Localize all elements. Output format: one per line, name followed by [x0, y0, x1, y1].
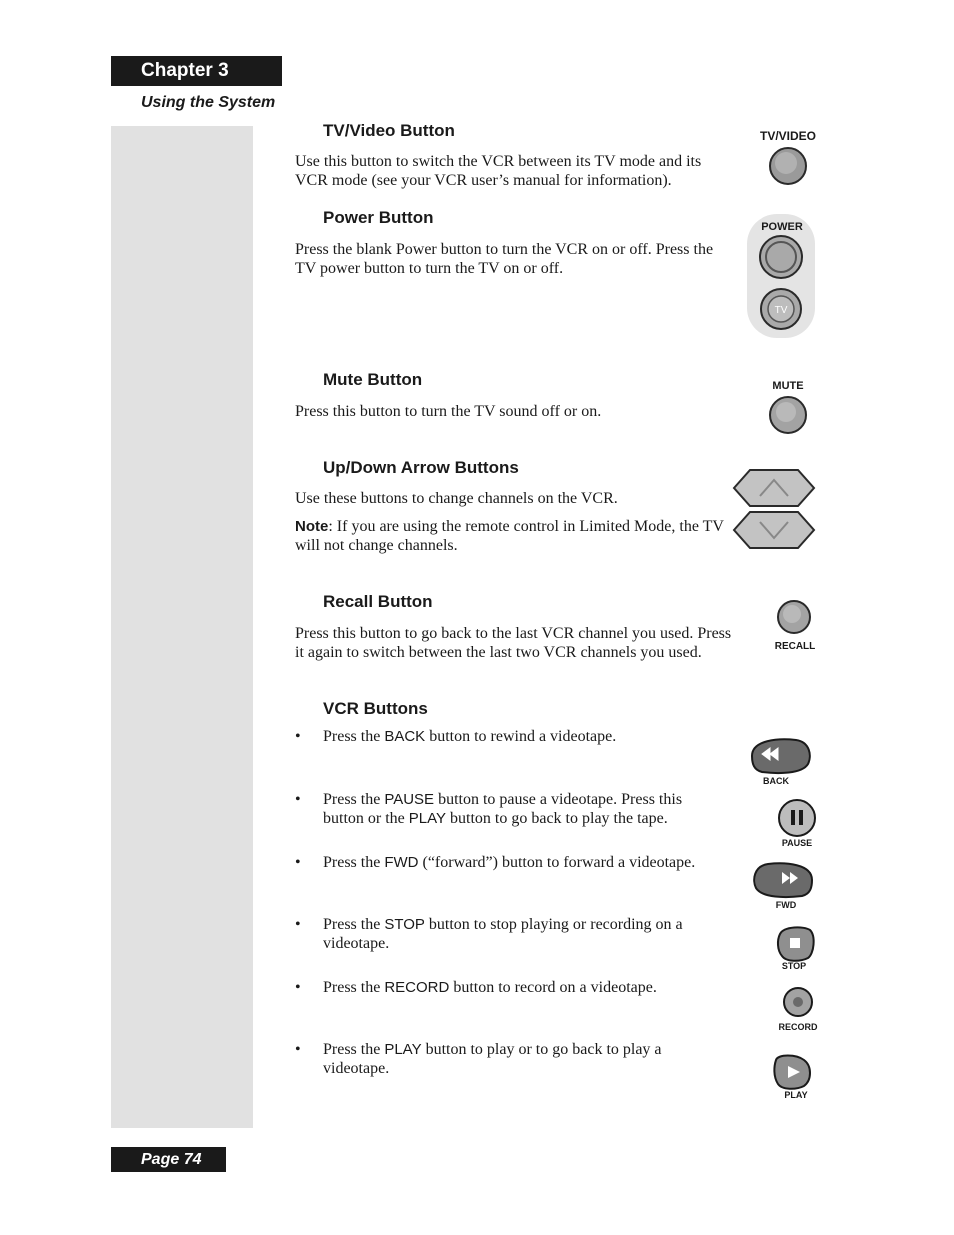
back-button-icon	[748, 734, 814, 788]
heading-power: Power Button	[323, 208, 434, 227]
button-name: FWD	[384, 854, 419, 871]
record-button-icon	[778, 986, 818, 1034]
vcr-bullet-stop	[295, 915, 735, 953]
recall-button-icon	[768, 598, 822, 654]
back-icon-label: BACK	[763, 776, 789, 786]
fwd-icon-label: FWD	[775, 900, 797, 910]
button-name: PLAY	[384, 1041, 422, 1058]
bullet-text: Press the	[323, 854, 385, 871]
play-icon-label: PLAY	[784, 1090, 808, 1100]
bullet-text: button to go back to play the tape.	[446, 810, 668, 827]
bullet-text: button to pause a videotape. Press this button or the	[323, 791, 683, 827]
bullet-text: Press the	[323, 1041, 385, 1058]
stop-button-icon	[774, 924, 818, 972]
heading-recall: Recall Button	[323, 592, 433, 611]
up-down-arrow-icon	[730, 466, 818, 554]
button-name: RECORD	[384, 979, 450, 996]
pause-icon-label: PAUSE	[781, 838, 813, 848]
bullet-text: button to record on a videotape.	[449, 979, 657, 996]
tv-video-description: Use this button to switch the VCR between its TV mode and its VCR mode (see your VCR user’s manual for information).	[295, 153, 702, 189]
vcr-bullet-back	[295, 727, 735, 746]
power-button-icon	[745, 212, 817, 340]
record-icon-label: RECORD	[778, 1022, 818, 1032]
bullet-text: Press the	[323, 916, 385, 933]
mute-description: Press this button to turn the TV sound off or on.	[295, 403, 602, 420]
note-text: : If you are using the remote control in Limited Mode, the TV will not change channels.	[295, 518, 724, 554]
button-name: BACK	[384, 728, 426, 745]
stop-icon-label: STOP	[781, 961, 807, 971]
power-icon-label: POWER	[761, 221, 803, 233]
heading-mute: Mute Button	[323, 370, 423, 389]
recall-description: Press this button to go back to the last VCR channel you used. Press it again to switch between the last two VCR channels you used.	[295, 625, 732, 661]
note-label: Note	[295, 518, 329, 535]
section-subtitle: Using the System	[141, 94, 276, 111]
page-number: Page 74	[111, 1147, 226, 1172]
bullet-text: Press the	[323, 728, 385, 745]
heading-up-down: Up/Down Arrow Buttons	[323, 458, 519, 477]
tv-video-button-icon	[755, 126, 821, 190]
bullet-marker: •	[295, 979, 301, 996]
button-name: PAUSE	[384, 791, 435, 808]
vcr-bullet-record	[295, 978, 735, 997]
heading-vcr: VCR Buttons	[323, 699, 428, 718]
mute-icon-label: MUTE	[772, 380, 804, 392]
bullet-text: Press the	[323, 979, 385, 996]
recall-icon-label: RECALL	[774, 641, 816, 652]
bullet-marker: •	[295, 916, 301, 933]
button-name: STOP	[384, 916, 425, 933]
vcr-bullet-pause	[295, 790, 735, 828]
vcr-bullet-play	[295, 1040, 735, 1078]
bullet-marker: •	[295, 728, 301, 745]
bullet-text: button to rewind a videotape.	[425, 728, 617, 745]
bullet-marker: •	[295, 1041, 301, 1058]
up-down-note	[295, 517, 735, 555]
bullet-text: Press the	[323, 791, 385, 808]
mute-button-icon	[758, 377, 818, 437]
tv-power-label: TV	[774, 305, 788, 316]
tv-video-icon-label: TV/VIDEO	[759, 129, 817, 143]
bullet-marker: •	[295, 791, 301, 808]
up-down-description: Use these buttons to change channels on the VCR.	[295, 490, 618, 507]
bullet-text: button to play or to go back to play a videotape.	[323, 1041, 662, 1077]
bullet-marker: •	[295, 854, 301, 871]
bullet-text: button to stop playing or recording on a videotape.	[323, 916, 683, 952]
sidebar-panel	[111, 126, 253, 1128]
bullet-text: (“forward”) button to forward a videotape.	[418, 854, 696, 871]
power-description: Press the blank Power button to turn the VCR on or off. Press the TV power button to turn the TV on or off.	[295, 241, 714, 277]
vcr-bullet-fwd	[295, 853, 735, 872]
chapter-header: Chapter 3	[111, 56, 282, 86]
fwd-button-icon	[748, 858, 816, 912]
play-button-icon	[770, 1052, 816, 1102]
button-name: PLAY	[408, 810, 447, 827]
pause-button-icon	[774, 797, 822, 849]
heading-tv-video: TV/Video Button	[323, 121, 455, 140]
